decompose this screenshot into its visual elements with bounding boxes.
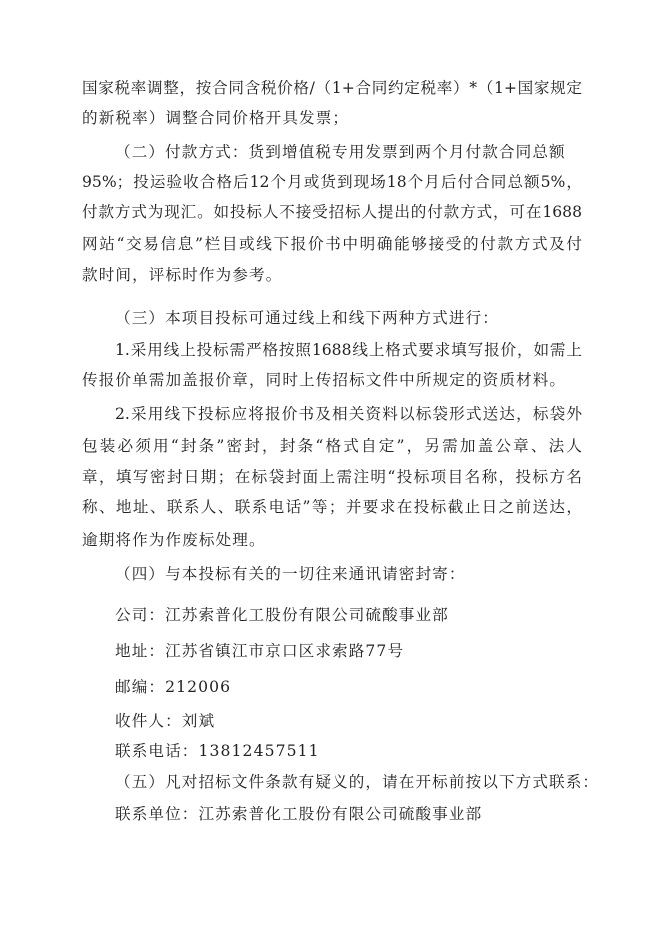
text-line: 传报价单需加盖报价章，同时上传招标文件中所规定的资质材料。 [82,371,567,389]
company-line: 公司：江苏索普化工股份有限公司硫酸事业部 [115,606,449,624]
text-line: 章，填写密封日期；在标袋封面上需注明“投标项目名称，投标方名 [82,468,582,486]
section-heading-bidding: （三）本项目投标可通过线上和线下两种方式进行： [115,309,499,327]
text-line: 包装必须用“封条”密封，封条“格式自定”，另需加盖公章、法人 [82,437,582,455]
address-line: 地址：江苏省镇江市京口区求索路77号 [115,642,405,660]
phone-line: 联系电话：13812457511 [115,742,320,760]
text-line: 逾期将作为作废标处理。 [82,531,266,549]
text-line: 95%；投运验收合格后12个月或货到现场18个月后付合同总额5%， [82,173,582,191]
postcode-line: 邮编：212006 [115,678,232,696]
text-line: 国家税率调整，按合同含税价格/（1+合同约定税率）*（1+国家规定 [82,79,582,97]
text-line: 称、地址、联系人、联系电话”等；并要求在投标截止日之前送达， [82,498,582,516]
recipient-line: 收件人：刘斌 [115,712,216,730]
text-line: 付款方式为现汇。如投标人不接受招标人提出的付款方式，可在1688 [82,203,582,221]
contact-unit-line: 联系单位：江苏索普化工股份有限公司硫酸事业部 [115,805,483,823]
text-line: 1.采用线上投标需严格按照1688线上格式要求填写报价，如需上 [115,341,582,359]
text-line: 的新税率）调整合同价格开具发票； [82,109,350,127]
section-heading-inquiries: （五）凡对招标文件条款有疑义的，请在开标前按以下方式联系： [115,773,600,791]
section-heading-correspondence: （四）与本投标有关的一切往来通讯请密封寄： [115,565,466,583]
text-line: 款时间，评标时作为参考。 [82,266,283,284]
text-line: 网站“交易信息”栏目或线下报价书中明确能够接受的付款方式及付 [82,235,582,253]
section-heading-payment: （二）付款方式：货到增值税专用发票到两个月付款合同总额 [115,143,566,161]
text-line: 2.采用线下投标应将报价书及相关资料以标袋形式送达，标袋外 [115,405,582,423]
